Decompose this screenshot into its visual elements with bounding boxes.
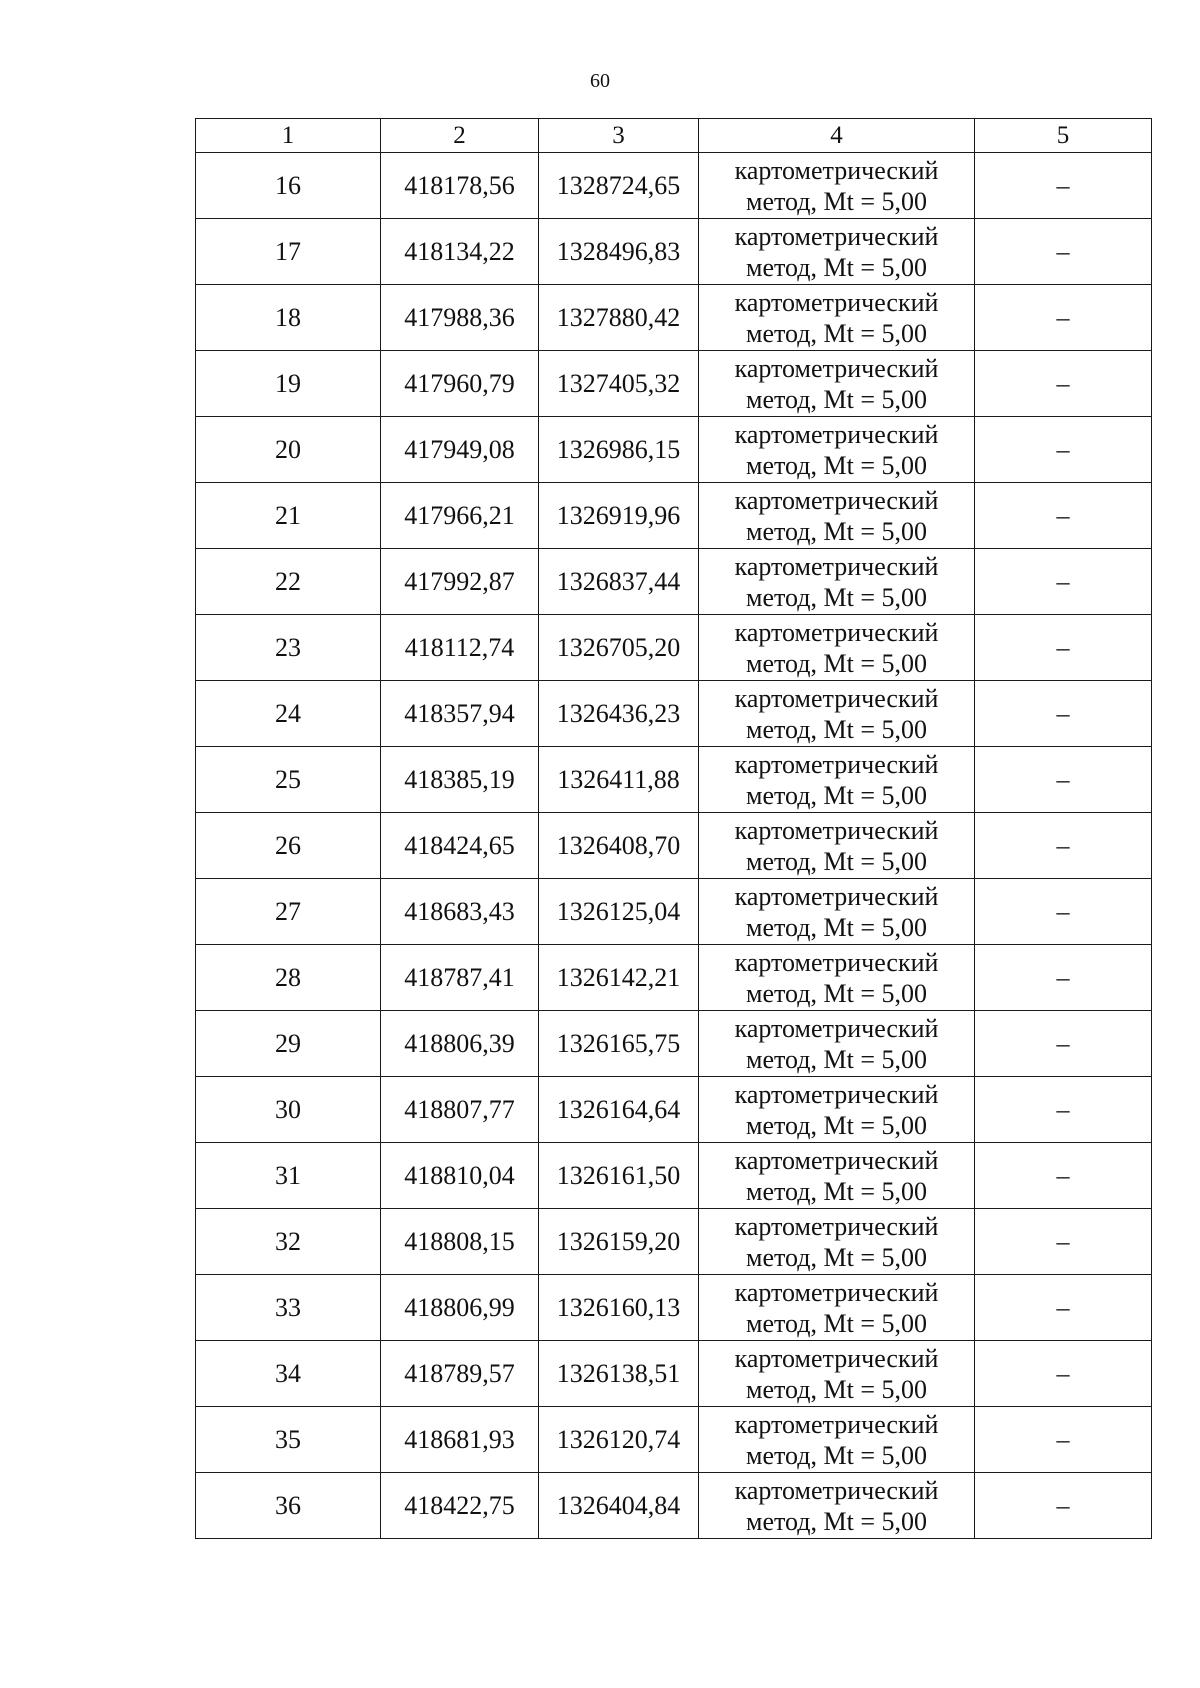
- table-row: [196, 945, 1152, 1011]
- point-number-cell: 30: [196, 1077, 381, 1143]
- column-header-3: 3: [539, 119, 699, 153]
- y-coordinate-cell: 1326408,70: [539, 813, 699, 879]
- y-coordinate-cell: 1326120,74: [539, 1407, 699, 1473]
- method-line-1: картометрический: [734, 551, 939, 581]
- point-number-cell: 23: [196, 615, 381, 681]
- note-cell: –: [975, 1341, 1152, 1407]
- x-coordinate-cell: 418806,39: [381, 1011, 539, 1077]
- method-cell: [699, 1275, 975, 1341]
- note-cell: –: [975, 1407, 1152, 1473]
- point-number-cell: 34: [196, 1341, 381, 1407]
- x-coordinate-cell: 417988,36: [381, 285, 539, 351]
- page-number: 60: [590, 70, 610, 92]
- method-line-1: картометрический: [734, 1145, 939, 1175]
- table-row: [196, 813, 1152, 879]
- method-line-2: метод, Mt = 5,00: [746, 582, 927, 612]
- x-coordinate-cell: 418683,43: [381, 879, 539, 945]
- point-number-cell: 31: [196, 1143, 381, 1209]
- method-line-1: картометрический: [734, 1277, 939, 1307]
- table-row: [196, 615, 1152, 681]
- method-cell: [699, 285, 975, 351]
- y-coordinate-cell: 1326411,88: [539, 747, 699, 813]
- x-coordinate-cell: 417960,79: [381, 351, 539, 417]
- point-number-cell: 26: [196, 813, 381, 879]
- table-header-row: [196, 119, 1152, 153]
- point-number-cell: 16: [196, 153, 381, 219]
- point-number-cell: 33: [196, 1275, 381, 1341]
- y-coordinate-cell: 1326404,84: [539, 1473, 699, 1539]
- table-row: [196, 1077, 1152, 1143]
- method-cell: [699, 747, 975, 813]
- column-header-1: 1: [196, 119, 381, 153]
- note-cell: –: [975, 879, 1152, 945]
- y-coordinate-cell: 1326161,50: [539, 1143, 699, 1209]
- method-cell: [699, 417, 975, 483]
- method-line-2: метод, Mt = 5,00: [746, 450, 927, 480]
- method-line-1: картометрический: [734, 1409, 939, 1439]
- point-number-cell: 21: [196, 483, 381, 549]
- y-coordinate-cell: 1327880,42: [539, 285, 699, 351]
- method-line-2: метод, Mt = 5,00: [746, 1506, 927, 1536]
- method-cell: [699, 1209, 975, 1275]
- method-line-2: метод, Mt = 5,00: [746, 318, 927, 348]
- method-cell: [699, 813, 975, 879]
- method-line-1: картометрический: [734, 947, 939, 977]
- method-cell: [699, 1011, 975, 1077]
- method-cell: [699, 1341, 975, 1407]
- y-coordinate-cell: 1326159,20: [539, 1209, 699, 1275]
- point-number-cell: 22: [196, 549, 381, 615]
- x-coordinate-cell: 417992,87: [381, 549, 539, 615]
- method-line-2: метод, Mt = 5,00: [746, 516, 927, 546]
- note-cell: –: [975, 1077, 1152, 1143]
- note-cell: –: [975, 219, 1152, 285]
- method-line-2: метод, Mt = 5,00: [746, 846, 927, 876]
- method-cell: [699, 549, 975, 615]
- method-line-2: метод, Mt = 5,00: [746, 714, 927, 744]
- method-cell: [699, 219, 975, 285]
- x-coordinate-cell: 418134,22: [381, 219, 539, 285]
- method-cell: [699, 1407, 975, 1473]
- note-cell: –: [975, 1473, 1152, 1539]
- table-row: [196, 351, 1152, 417]
- column-header-4: 4: [699, 119, 975, 153]
- coordinates-table: [195, 118, 1152, 1539]
- method-line-1: картометрический: [734, 221, 939, 251]
- y-coordinate-cell: 1326164,64: [539, 1077, 699, 1143]
- note-cell: –: [975, 483, 1152, 549]
- method-line-1: картометрический: [734, 1475, 939, 1505]
- table-row: [196, 1407, 1152, 1473]
- method-line-1: картометрический: [734, 1079, 939, 1109]
- table-row: [196, 219, 1152, 285]
- note-cell: –: [975, 681, 1152, 747]
- method-line-1: картометрический: [734, 815, 939, 845]
- method-line-1: картометрический: [734, 353, 939, 383]
- table-row: [196, 483, 1152, 549]
- point-number-cell: 17: [196, 219, 381, 285]
- point-number-cell: 24: [196, 681, 381, 747]
- y-coordinate-cell: 1326986,15: [539, 417, 699, 483]
- method-cell: [699, 1473, 975, 1539]
- method-cell: [699, 681, 975, 747]
- note-cell: –: [975, 351, 1152, 417]
- method-line-1: картометрический: [734, 1343, 939, 1373]
- method-line-2: метод, Mt = 5,00: [746, 1110, 927, 1140]
- table-row: [196, 1341, 1152, 1407]
- method-line-2: метод, Mt = 5,00: [746, 252, 927, 282]
- method-line-1: картометрический: [734, 881, 939, 911]
- note-cell: –: [975, 747, 1152, 813]
- method-line-2: метод, Mt = 5,00: [746, 648, 927, 678]
- method-line-2: метод, Mt = 5,00: [746, 1242, 927, 1272]
- y-coordinate-cell: 1326138,51: [539, 1341, 699, 1407]
- method-line-1: картометрический: [734, 419, 939, 449]
- x-coordinate-cell: 418681,93: [381, 1407, 539, 1473]
- method-cell: [699, 879, 975, 945]
- column-header-2: 2: [381, 119, 539, 153]
- y-coordinate-cell: 1328496,83: [539, 219, 699, 285]
- method-line-2: метод, Mt = 5,00: [746, 1374, 927, 1404]
- point-number-cell: 35: [196, 1407, 381, 1473]
- table-row: [196, 285, 1152, 351]
- note-cell: –: [975, 549, 1152, 615]
- x-coordinate-cell: 418424,65: [381, 813, 539, 879]
- x-coordinate-cell: 418810,04: [381, 1143, 539, 1209]
- y-coordinate-cell: 1328724,65: [539, 153, 699, 219]
- y-coordinate-cell: 1326919,96: [539, 483, 699, 549]
- column-header-5: 5: [975, 119, 1152, 153]
- method-cell: [699, 615, 975, 681]
- method-cell: [699, 945, 975, 1011]
- method-line-2: метод, Mt = 5,00: [746, 186, 927, 216]
- x-coordinate-cell: 418787,41: [381, 945, 539, 1011]
- method-line-2: метод, Mt = 5,00: [746, 978, 927, 1008]
- y-coordinate-cell: 1326705,20: [539, 615, 699, 681]
- note-cell: –: [975, 813, 1152, 879]
- table-row: [196, 1209, 1152, 1275]
- note-cell: –: [975, 1143, 1152, 1209]
- y-coordinate-cell: 1326837,44: [539, 549, 699, 615]
- x-coordinate-cell: 418806,99: [381, 1275, 539, 1341]
- note-cell: –: [975, 1275, 1152, 1341]
- method-line-1: картометрический: [734, 155, 939, 185]
- x-coordinate-cell: 418808,15: [381, 1209, 539, 1275]
- table-row: [196, 1473, 1152, 1539]
- note-cell: –: [975, 285, 1152, 351]
- point-number-cell: 20: [196, 417, 381, 483]
- point-number-cell: 25: [196, 747, 381, 813]
- x-coordinate-cell: 418422,75: [381, 1473, 539, 1539]
- x-coordinate-cell: 418357,94: [381, 681, 539, 747]
- note-cell: –: [975, 1011, 1152, 1077]
- y-coordinate-cell: 1326160,13: [539, 1275, 699, 1341]
- method-cell: [699, 351, 975, 417]
- point-number-cell: 32: [196, 1209, 381, 1275]
- x-coordinate-cell: 418112,74: [381, 615, 539, 681]
- table-row: [196, 549, 1152, 615]
- y-coordinate-cell: 1326142,21: [539, 945, 699, 1011]
- table-row: [196, 747, 1152, 813]
- y-coordinate-cell: 1326436,23: [539, 681, 699, 747]
- method-line-2: метод, Mt = 5,00: [746, 384, 927, 414]
- method-line-1: картометрический: [734, 1013, 939, 1043]
- method-line-1: картометрический: [734, 683, 939, 713]
- point-number-cell: 19: [196, 351, 381, 417]
- method-cell: [699, 1143, 975, 1209]
- table-row: [196, 153, 1152, 219]
- x-coordinate-cell: 418385,19: [381, 747, 539, 813]
- point-number-cell: 29: [196, 1011, 381, 1077]
- method-line-1: картометрический: [734, 749, 939, 779]
- note-cell: –: [975, 1209, 1152, 1275]
- method-line-2: метод, Mt = 5,00: [746, 912, 927, 942]
- y-coordinate-cell: 1326165,75: [539, 1011, 699, 1077]
- method-cell: [699, 1077, 975, 1143]
- method-line-2: метод, Mt = 5,00: [746, 1308, 927, 1338]
- method-line-1: картометрический: [734, 287, 939, 317]
- method-line-1: картометрический: [734, 617, 939, 647]
- table-row: [196, 1143, 1152, 1209]
- method-line-1: картометрический: [734, 485, 939, 515]
- table-row: [196, 417, 1152, 483]
- method-line-1: картометрический: [734, 1211, 939, 1241]
- table-row: [196, 1011, 1152, 1077]
- x-coordinate-cell: 418789,57: [381, 1341, 539, 1407]
- y-coordinate-cell: 1327405,32: [539, 351, 699, 417]
- x-coordinate-cell: 417966,21: [381, 483, 539, 549]
- method-cell: [699, 483, 975, 549]
- point-number-cell: 27: [196, 879, 381, 945]
- method-line-2: метод, Mt = 5,00: [746, 1044, 927, 1074]
- note-cell: –: [975, 153, 1152, 219]
- table-row: [196, 681, 1152, 747]
- point-number-cell: 18: [196, 285, 381, 351]
- method-line-2: метод, Mt = 5,00: [746, 1176, 927, 1206]
- note-cell: –: [975, 417, 1152, 483]
- x-coordinate-cell: 417949,08: [381, 417, 539, 483]
- point-number-cell: 28: [196, 945, 381, 1011]
- table-row: [196, 1275, 1152, 1341]
- table-body: [196, 153, 1152, 1539]
- x-coordinate-cell: 418178,56: [381, 153, 539, 219]
- note-cell: –: [975, 945, 1152, 1011]
- method-line-2: метод, Mt = 5,00: [746, 1440, 927, 1470]
- table-row: [196, 879, 1152, 945]
- note-cell: –: [975, 615, 1152, 681]
- x-coordinate-cell: 418807,77: [381, 1077, 539, 1143]
- y-coordinate-cell: 1326125,04: [539, 879, 699, 945]
- method-line-2: метод, Mt = 5,00: [746, 780, 927, 810]
- point-number-cell: 36: [196, 1473, 381, 1539]
- method-cell: [699, 153, 975, 219]
